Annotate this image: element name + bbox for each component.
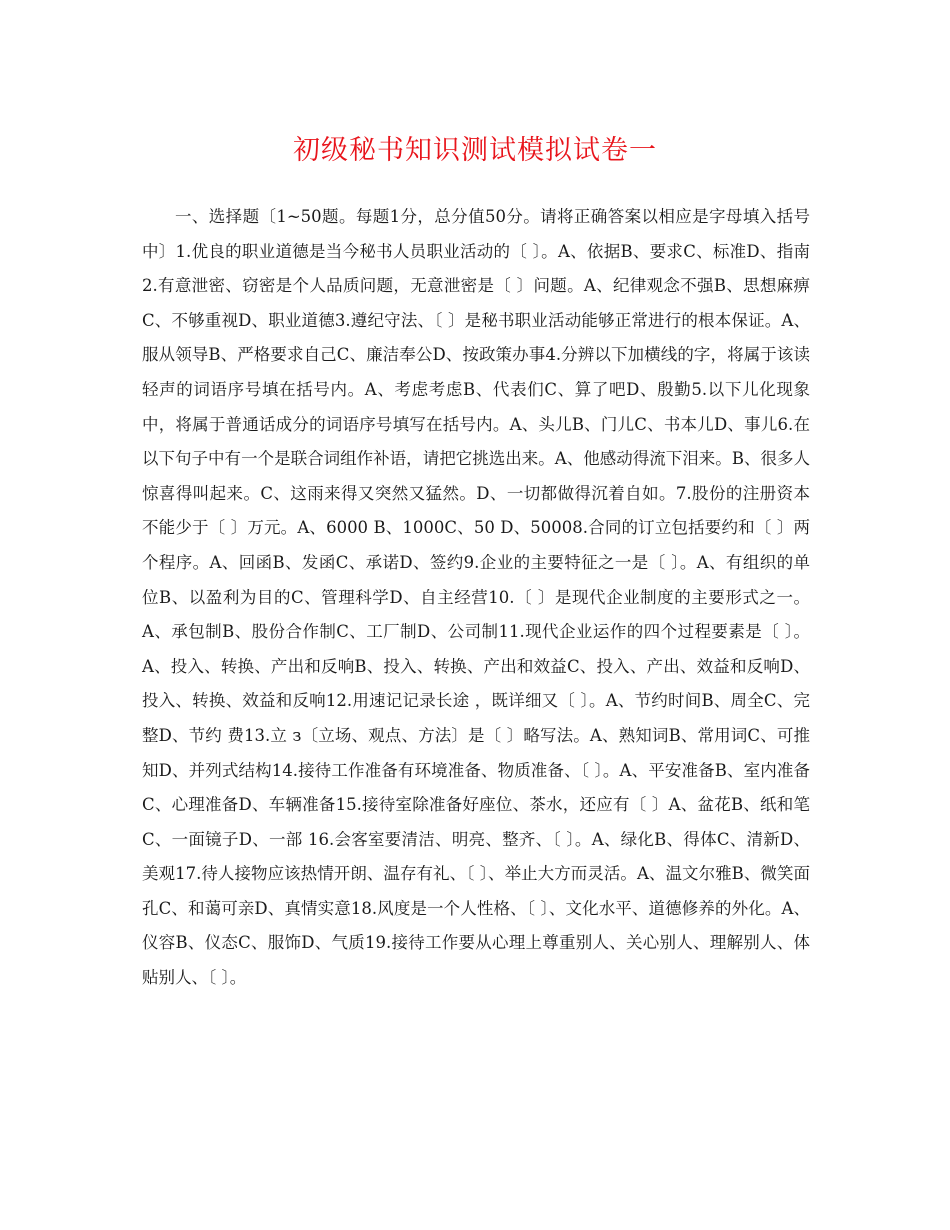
document-body: 一、选择题〔1~50题。每题1分，总分值50分。请将正确答案以相应是字母填入括号中〕1.优良的职业道德是当今秘书人员职业活动的〔 〕。A、依据B、要求C、标准D、指南2.有意泄密、窃密是个人品质问题，无意泄密是〔 〕问题。A、纪律观念不强B、思想麻痹C、不够重视D、职业道德3.遵纪守法、〔 〕是秘书职业活动能够正常进行的根本保证。A、服从领导B、严格要求自己C、廉洁奉公D、按政策办事4.分辨以下加横线的字，将属于该读轻声的词语序号填在括号内。A、考虑考虑B、代表们C、算了吧D、殷勤5.以下儿化现象中，将属于普通话成分的词语序号填写在括号内。A、头儿B、门儿C、书本儿D、事儿6.在以下句子中有一个是联合词组作补语，请把它挑选出来。A、他感动得流下泪来。B、很多人惊喜得叫起来。C、这雨来得又突然又猛然。D、一切都做得沉着自如。7.股份的注册资本不能少于〔 〕万元。A、6000 B、1000C、50 D、50008.合同的订立包括要约和〔 〕两个程序。A、回函B、发函C、承诺D、签约9.企业的主要特征之一是〔 〕。A、有组织的单位B、以盈利为目的C、管理科学D、自主经营10.〔 〕是现代企业制度的主要形式之一。A、承包制B、股份合作制C、工厂制D、公司制11.现代企业运作的四个过程要素是〔 〕。A、投入、转换、产出和反响B、投入、转换、产出和效益C、投入、产出、效益和反响D、投入、转换、效益和反响12.用速记记录长途 ，既详细又〔 〕。A、节约时间B、周全C、完整D、节约 费13.立 з〔立场、观点、方法〕是〔 〕略写法。A、熟知词B、常用词C、可推知D、并列式结构14.接待工作准备有环境准备、物质准备、〔 〕。A、平安准备B、室内准备C、心理准备D、车辆准备15.接待室除准备好座位、茶水，还应有〔 〕A、盆花B、纸和笔C、一面镜子D、一部 16.会客室要清洁、明亮、整齐、〔 〕。A、绿化B、得体C、清新D、美观17.待人接物应该热情开朗、温存有礼、〔 〕、举止大方而灵活。A、温文尔雅B、微笑面孔C、和蔼可亲D、真情实意18.风度是一个人性格、〔 〕、文化水平、道德修养的外化。A、仪容B、仪态C、服饰D、气质19.接待工作要从心理上尊重别人、关心别人、理解别人、体贴别人、〔 〕。 (142, 207, 810, 988)
document-title: 初级秘书知识测试模拟试卷一 (293, 135, 657, 166)
